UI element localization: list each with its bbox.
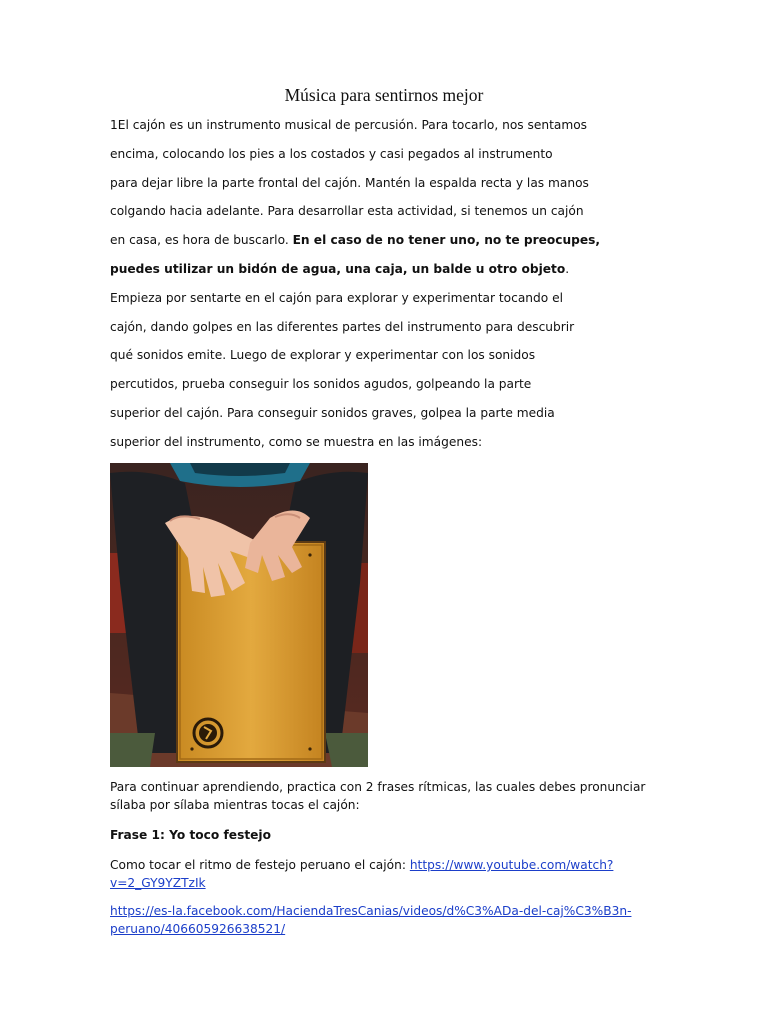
paragraph-line: colgando hacia adelante. Para desarrollar esta actividad, si tenemos un cajón xyxy=(110,204,584,219)
facebook-link-paragraph xyxy=(110,902,690,938)
paragraph-line: Empieza por sentarte en el cajón para explorar y experimentar tocando el xyxy=(110,290,563,305)
paragraph-line xyxy=(110,260,670,289)
line-bold-text: En el caso de no tener uno, no te preocupes, xyxy=(292,233,600,248)
paragraph-line xyxy=(110,231,670,260)
paragraph-line: Para continuar aprendiendo, practica con 2 frases rítmicas, las cuales debes pronunciar xyxy=(110,780,646,794)
paragraph-line: encima, colocando los pies a los costados y casi pegados al instrumento xyxy=(110,146,553,161)
paragraph-line: cajón, dando golpes en las diferentes partes del instrumento para descubrir xyxy=(110,319,575,334)
youtube-link-continued[interactable]: v=2_GY9YZTzIk xyxy=(110,876,206,890)
paragraph-line xyxy=(110,874,690,892)
line-normal-text: en casa, es hora de buscarlo. xyxy=(110,233,293,248)
phrase-heading: Frase 1: Yo toco festejo xyxy=(110,828,271,842)
facebook-link[interactable]: https://es-la.facebook.com/HaciendaTresCanias/videos/d%C3%ADa-del-caj%C3%B3n- xyxy=(110,904,632,918)
page-title: Música para sentirnos mejor xyxy=(284,85,484,105)
line-end-text: . xyxy=(565,261,570,276)
youtube-link-paragraph xyxy=(110,856,690,892)
paragraph-line: superior del cajón. Para conseguir sonidos graves, golpea la parte media xyxy=(110,405,555,420)
youtube-link[interactable]: https://www.youtube.com/watch? xyxy=(409,858,614,872)
line-bold-text: puedes utilizar un bidón de agua, una caja, un balde u otro objeto xyxy=(110,261,566,276)
paragraph-line xyxy=(110,920,690,938)
paragraph-line: percutidos, prueba conseguir los sonidos agudos, golpeando la parte xyxy=(110,377,532,392)
practice-paragraph xyxy=(110,778,690,814)
paragraph-line: superior del instrumento, como se muestra en las imágenes: xyxy=(110,434,483,449)
cajon-photo xyxy=(110,463,368,767)
paragraph-line: 1El cajón es un instrumento musical de percusión. Para tocarlo, nos sentamos xyxy=(110,118,588,132)
paragraph-line: sílaba por sílaba mientras tocas el cajón: xyxy=(110,798,360,812)
intro-paragraph xyxy=(110,116,670,462)
facebook-link-continued[interactable]: peruano/406605926638521/ xyxy=(110,922,286,936)
paragraph-line xyxy=(110,902,690,920)
paragraph-line: qué sonidos emite. Luego de explorar y experimentar con los sonidos xyxy=(110,348,536,363)
paragraph-line xyxy=(110,856,690,874)
paragraph-line: para dejar libre la parte frontal del cajón. Mantén la espalda recta y las manos xyxy=(110,175,589,190)
link-prefix: Como tocar el ritmo de festejo peruano el cajón: xyxy=(110,858,410,872)
